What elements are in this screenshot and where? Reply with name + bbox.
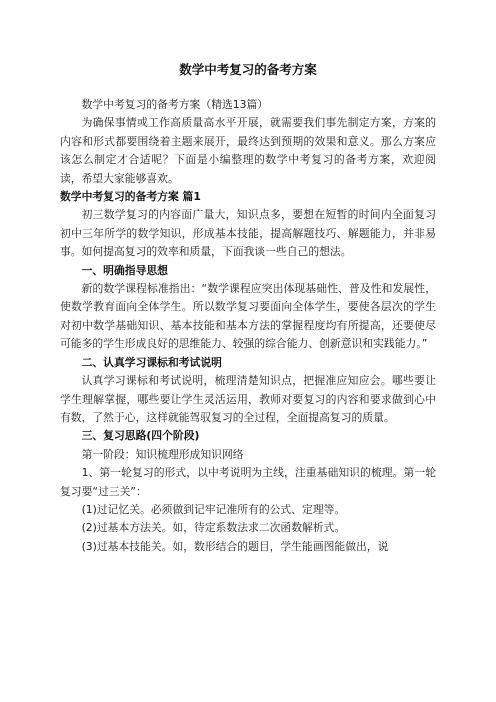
heading-guiding-thought: 一、明确指导思想 <box>81 263 168 277</box>
round-one-paragraph: 1、第一轮复习的形式，以中考说明为主线，注重基础知识的梳理。第一轮复习要“过三关”： <box>60 466 436 498</box>
stage-one-line: 第一阶段：知识梳理形成知识网络 <box>81 447 244 461</box>
list-item: (3)过基本技能关。如，数形结合的题目，学生能画图能做出，说 <box>81 539 389 553</box>
list-item: (1)过记忆关。必须做到记牢记准所有的公式、定理等。 <box>81 502 346 516</box>
section-paragraph: 初三数学复习的内容面广量大，知识点多，要想在短暂的时间内全面复习初中三年所学的数学知识，形成基本技能，提高解题技巧、解题能力，并非易事。如何提高复习的效率和质量，下面我谈一些自己的想法。 <box>60 208 436 259</box>
list-item: (2)过基本方法关。如，待定系数法求二次函数解析式。 <box>81 521 346 535</box>
study-curriculum-paragraph: 认真学习课标和考试说明，梳理清楚知识点，把握准应知应会。哪些要让学生理解掌握，哪些要让学生灵活运用，教师对要复习的内容和要求做到心中有数，了然于心，这样就能驾驭复习的全过程，全面提高复习的质量。 <box>60 374 436 424</box>
guiding-thought-paragraph: 新的数学课程标准指出：“数学课程应突出体现基础性、普及性和发展性，使数学教育面向全体学生。所以数学复习要面向全体学生，要使各层次的学生对初中数学基础知识、基本技能和基本方法的掌握程度均有所提高，还要使尽可能多的学生形成良好的思维能力、较强的综合能力、创新意识和实践能力。” <box>60 282 436 351</box>
heading-review-stages: 三、复习思路(四个阶段) <box>81 429 200 443</box>
intro-line: 数学中考复习的备考方案（精选13篇） <box>81 98 269 111</box>
heading-study-curriculum: 二、认真学习课标和考试说明 <box>81 355 222 369</box>
document-title: 数学中考复习的备考方案 <box>179 62 317 77</box>
intro-paragraph: 为确保事情或工作高质量高水平开展，就需要我们事先制定方案，方案的内容和形式都要围绕着主题来展开，最终达到预期的效果和意义。那么方案应该怎么制定才合适呢？下面是小编整理的数学中考复习的备考方案，欢迎阅读，希望大家能够喜欢。 <box>60 116 436 185</box>
section-heading: 数学中考复习的备考方案 篇1 <box>60 190 201 204</box>
